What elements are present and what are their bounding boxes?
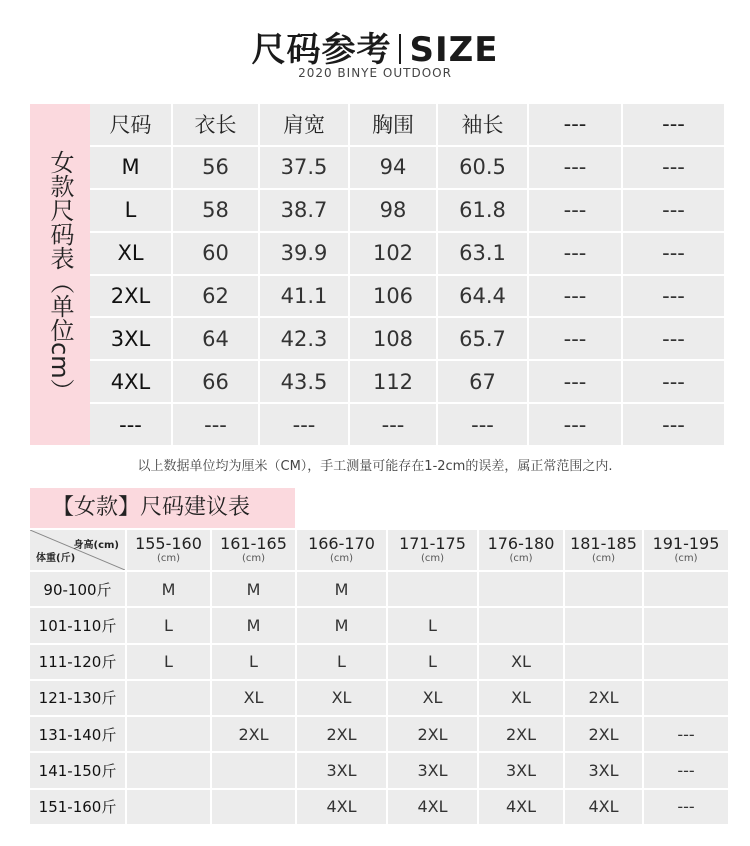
recommended-size-cell — [212, 790, 295, 824]
title-divider — [399, 34, 401, 64]
height-unit-label: (cm) — [674, 553, 698, 564]
size-chart-value-cell: 64 — [173, 318, 258, 359]
height-unit-label: (cm) — [591, 553, 616, 564]
recommended-size-cell: L — [388, 608, 477, 642]
weight-range-label: 111-120斤 — [30, 645, 125, 679]
height-range-header — [297, 530, 386, 570]
height-range-header — [212, 530, 295, 570]
size-chart-value-cell: 112 — [350, 361, 436, 402]
recommended-size-cell: XL — [297, 681, 386, 715]
size-chart-size-cell: 2XL — [90, 276, 171, 317]
size-chart-value-cell: 108 — [350, 318, 436, 359]
recommended-size-cell: L — [212, 645, 295, 679]
height-unit-label: (cm) — [509, 553, 533, 564]
recommended-size-cell: --- — [644, 790, 728, 824]
size-chart-value-cell: 63.1 — [438, 233, 527, 274]
recommended-size-cell — [388, 572, 477, 606]
size-chart-value-cell: 106 — [350, 276, 436, 317]
size-chart-value-cell: 65.7 — [438, 318, 527, 359]
recommended-size-cell: M — [297, 572, 386, 606]
recommended-size-cell: L — [297, 645, 386, 679]
size-chart-header-cell: --- — [623, 104, 724, 145]
recommended-size-cell: L — [127, 608, 210, 642]
recommended-size-cell — [565, 645, 642, 679]
height-range-label: 171-175 — [399, 534, 466, 553]
size-chart-value-cell: --- — [529, 318, 621, 359]
size-chart-header-cell: --- — [529, 104, 621, 145]
recommended-size-cell: 3XL — [388, 753, 477, 787]
recommended-size-cell — [127, 717, 210, 751]
size-chart-value-cell: --- — [529, 190, 621, 231]
height-range-label: 161-165 — [220, 534, 287, 553]
height-range-label: 181-185 — [570, 534, 637, 553]
size-chart-value-cell: 102 — [350, 233, 436, 274]
recommended-size-cell: 4XL — [565, 790, 642, 824]
size-chart-header-cell: 袖长 — [438, 104, 527, 145]
height-range-label: 166-170 — [308, 534, 375, 553]
size-chart-size-cell: --- — [90, 404, 171, 445]
size-chart-value-cell: --- — [260, 404, 348, 445]
recommend-corner-cell — [30, 530, 125, 570]
size-chart-value-cell: 98 — [350, 190, 436, 231]
size-chart-header-cell: 肩宽 — [260, 104, 348, 145]
recommended-size-cell: M — [212, 572, 295, 606]
recommended-size-cell: --- — [644, 753, 728, 787]
recommended-size-cell: M — [297, 608, 386, 642]
size-chart-value-cell: --- — [623, 190, 724, 231]
recommended-size-cell — [644, 572, 728, 606]
size-chart-value-cell: 56 — [173, 147, 258, 188]
measurement-note: 以上数据单位均为厘米（CM），手工测量可能存在1-2cm的误差，属正常范围之内. — [137, 459, 613, 474]
size-chart-value-cell: --- — [350, 404, 436, 445]
recommended-size-cell — [479, 572, 563, 606]
height-range-header — [127, 530, 210, 570]
recommended-size-cell: 2XL — [565, 717, 642, 751]
recommend-title: 【女款】尺码建议表 — [30, 488, 295, 528]
recommended-size-cell: 2XL — [479, 717, 563, 751]
height-unit-label: (cm) — [241, 553, 266, 564]
size-chart-header-cell: 胸围 — [350, 104, 436, 145]
height-range-header — [388, 530, 477, 570]
title-en: SIZE — [409, 30, 499, 70]
recommended-size-cell: 3XL — [565, 753, 642, 787]
size-chart-value-cell: 41.1 — [260, 276, 348, 317]
size-chart-value-cell: --- — [529, 404, 621, 445]
recommended-size-cell: 3XL — [297, 753, 386, 787]
height-unit-label: (cm) — [329, 553, 354, 564]
size-chart-value-cell: 38.7 — [260, 190, 348, 231]
recommended-size-cell: L — [127, 645, 210, 679]
size-chart-value-cell: --- — [529, 276, 621, 317]
size-chart-value-cell: 94 — [350, 147, 436, 188]
size-chart-value-cell: 60.5 — [438, 147, 527, 188]
size-chart-header-cell: 衣长 — [173, 104, 258, 145]
height-unit-label: (cm) — [420, 553, 445, 564]
size-chart-value-cell: 67 — [438, 361, 527, 402]
size-chart-value-cell: --- — [623, 404, 724, 445]
size-chart-value-cell: --- — [623, 233, 724, 274]
weight-range-label: 121-130斤 — [30, 681, 125, 715]
recommended-size-cell — [479, 608, 563, 642]
recommended-size-cell: M — [212, 608, 295, 642]
size-chart-value-cell: --- — [623, 276, 724, 317]
recommended-size-cell: 2XL — [388, 717, 477, 751]
size-chart-value-cell: 62 — [173, 276, 258, 317]
recommended-size-cell: 2XL — [212, 717, 295, 751]
size-chart-size-cell: XL — [90, 233, 171, 274]
recommended-size-cell: XL — [479, 681, 563, 715]
recommended-size-cell: M — [127, 572, 210, 606]
size-chart-value-cell: --- — [173, 404, 258, 445]
height-range-label: 176-180 — [487, 534, 555, 553]
weight-range-label: 101-110斤 — [30, 608, 125, 642]
weight-range-label: 131-140斤 — [30, 717, 125, 751]
height-range-label: 155-160 — [135, 534, 202, 553]
height-range-header — [644, 530, 728, 570]
size-chart-value-cell: 64.4 — [438, 276, 527, 317]
size-chart-value-cell: --- — [623, 361, 724, 402]
height-range-label: 191-195 — [652, 534, 720, 553]
page-title — [0, 22, 750, 71]
size-chart-value-cell: --- — [623, 147, 724, 188]
page-subtitle: 2020 BINYE OUTDOOR — [298, 66, 452, 80]
recommended-size-cell — [565, 608, 642, 642]
recommended-size-cell — [644, 645, 728, 679]
weight-range-label: 141-150斤 — [30, 753, 125, 787]
height-range-header — [479, 530, 563, 570]
recommended-size-cell — [644, 681, 728, 715]
size-chart-header-cell: 尺码 — [90, 104, 171, 145]
size-chart-value-cell: --- — [529, 361, 621, 402]
recommended-size-cell: 4XL — [297, 790, 386, 824]
recommended-size-cell: 3XL — [479, 753, 563, 787]
size-chart-value-cell: --- — [438, 404, 527, 445]
recommended-size-cell — [212, 753, 295, 787]
height-unit-label: (cm) — [156, 553, 181, 564]
recommended-size-cell — [127, 681, 210, 715]
corner-height-label: 身高(cm) — [73, 540, 119, 551]
recommended-size-cell: 2XL — [565, 681, 642, 715]
recommended-size-cell: XL — [212, 681, 295, 715]
size-chart-table — [90, 104, 712, 445]
corner-weight-label: 体重(斤) — [36, 553, 76, 564]
size-chart-size-cell: L — [90, 190, 171, 231]
recommended-size-cell — [127, 790, 210, 824]
height-range-header — [565, 530, 642, 570]
size-chart-size-cell: M — [90, 147, 171, 188]
weight-range-label: 90-100斤 — [30, 572, 125, 606]
size-chart-value-cell: 39.9 — [260, 233, 348, 274]
recommended-size-cell: 4XL — [388, 790, 477, 824]
size-chart-size-cell: 4XL — [90, 361, 171, 402]
recommended-size-cell: --- — [644, 717, 728, 751]
recommend-table — [30, 530, 720, 824]
recommended-size-cell — [565, 572, 642, 606]
size-chart-value-cell: --- — [529, 147, 621, 188]
size-chart-value-cell: 60 — [173, 233, 258, 274]
size-chart-value-cell: --- — [623, 318, 724, 359]
size-chart-value-cell: 58 — [173, 190, 258, 231]
recommended-size-cell: 2XL — [297, 717, 386, 751]
recommended-size-cell: 4XL — [479, 790, 563, 824]
recommended-size-cell: XL — [479, 645, 563, 679]
recommended-size-cell — [127, 753, 210, 787]
size-chart-size-cell: 3XL — [90, 318, 171, 359]
size-chart-value-cell: 42.3 — [260, 318, 348, 359]
size-chart-value-cell: 43.5 — [260, 361, 348, 402]
size-chart-value-cell: 66 — [173, 361, 258, 402]
size-chart-value-cell: 61.8 — [438, 190, 527, 231]
recommended-size-cell: L — [388, 645, 477, 679]
weight-range-label: 151-160斤 — [30, 790, 125, 824]
size-chart-side-label: 女款尺码表（单位cm） — [46, 150, 74, 403]
recommended-size-cell — [644, 608, 728, 642]
size-chart-value-cell: --- — [529, 233, 621, 274]
recommended-size-cell: XL — [388, 681, 477, 715]
size-chart-value-cell: 37.5 — [260, 147, 348, 188]
title-cn: 尺码参考 — [251, 30, 392, 70]
